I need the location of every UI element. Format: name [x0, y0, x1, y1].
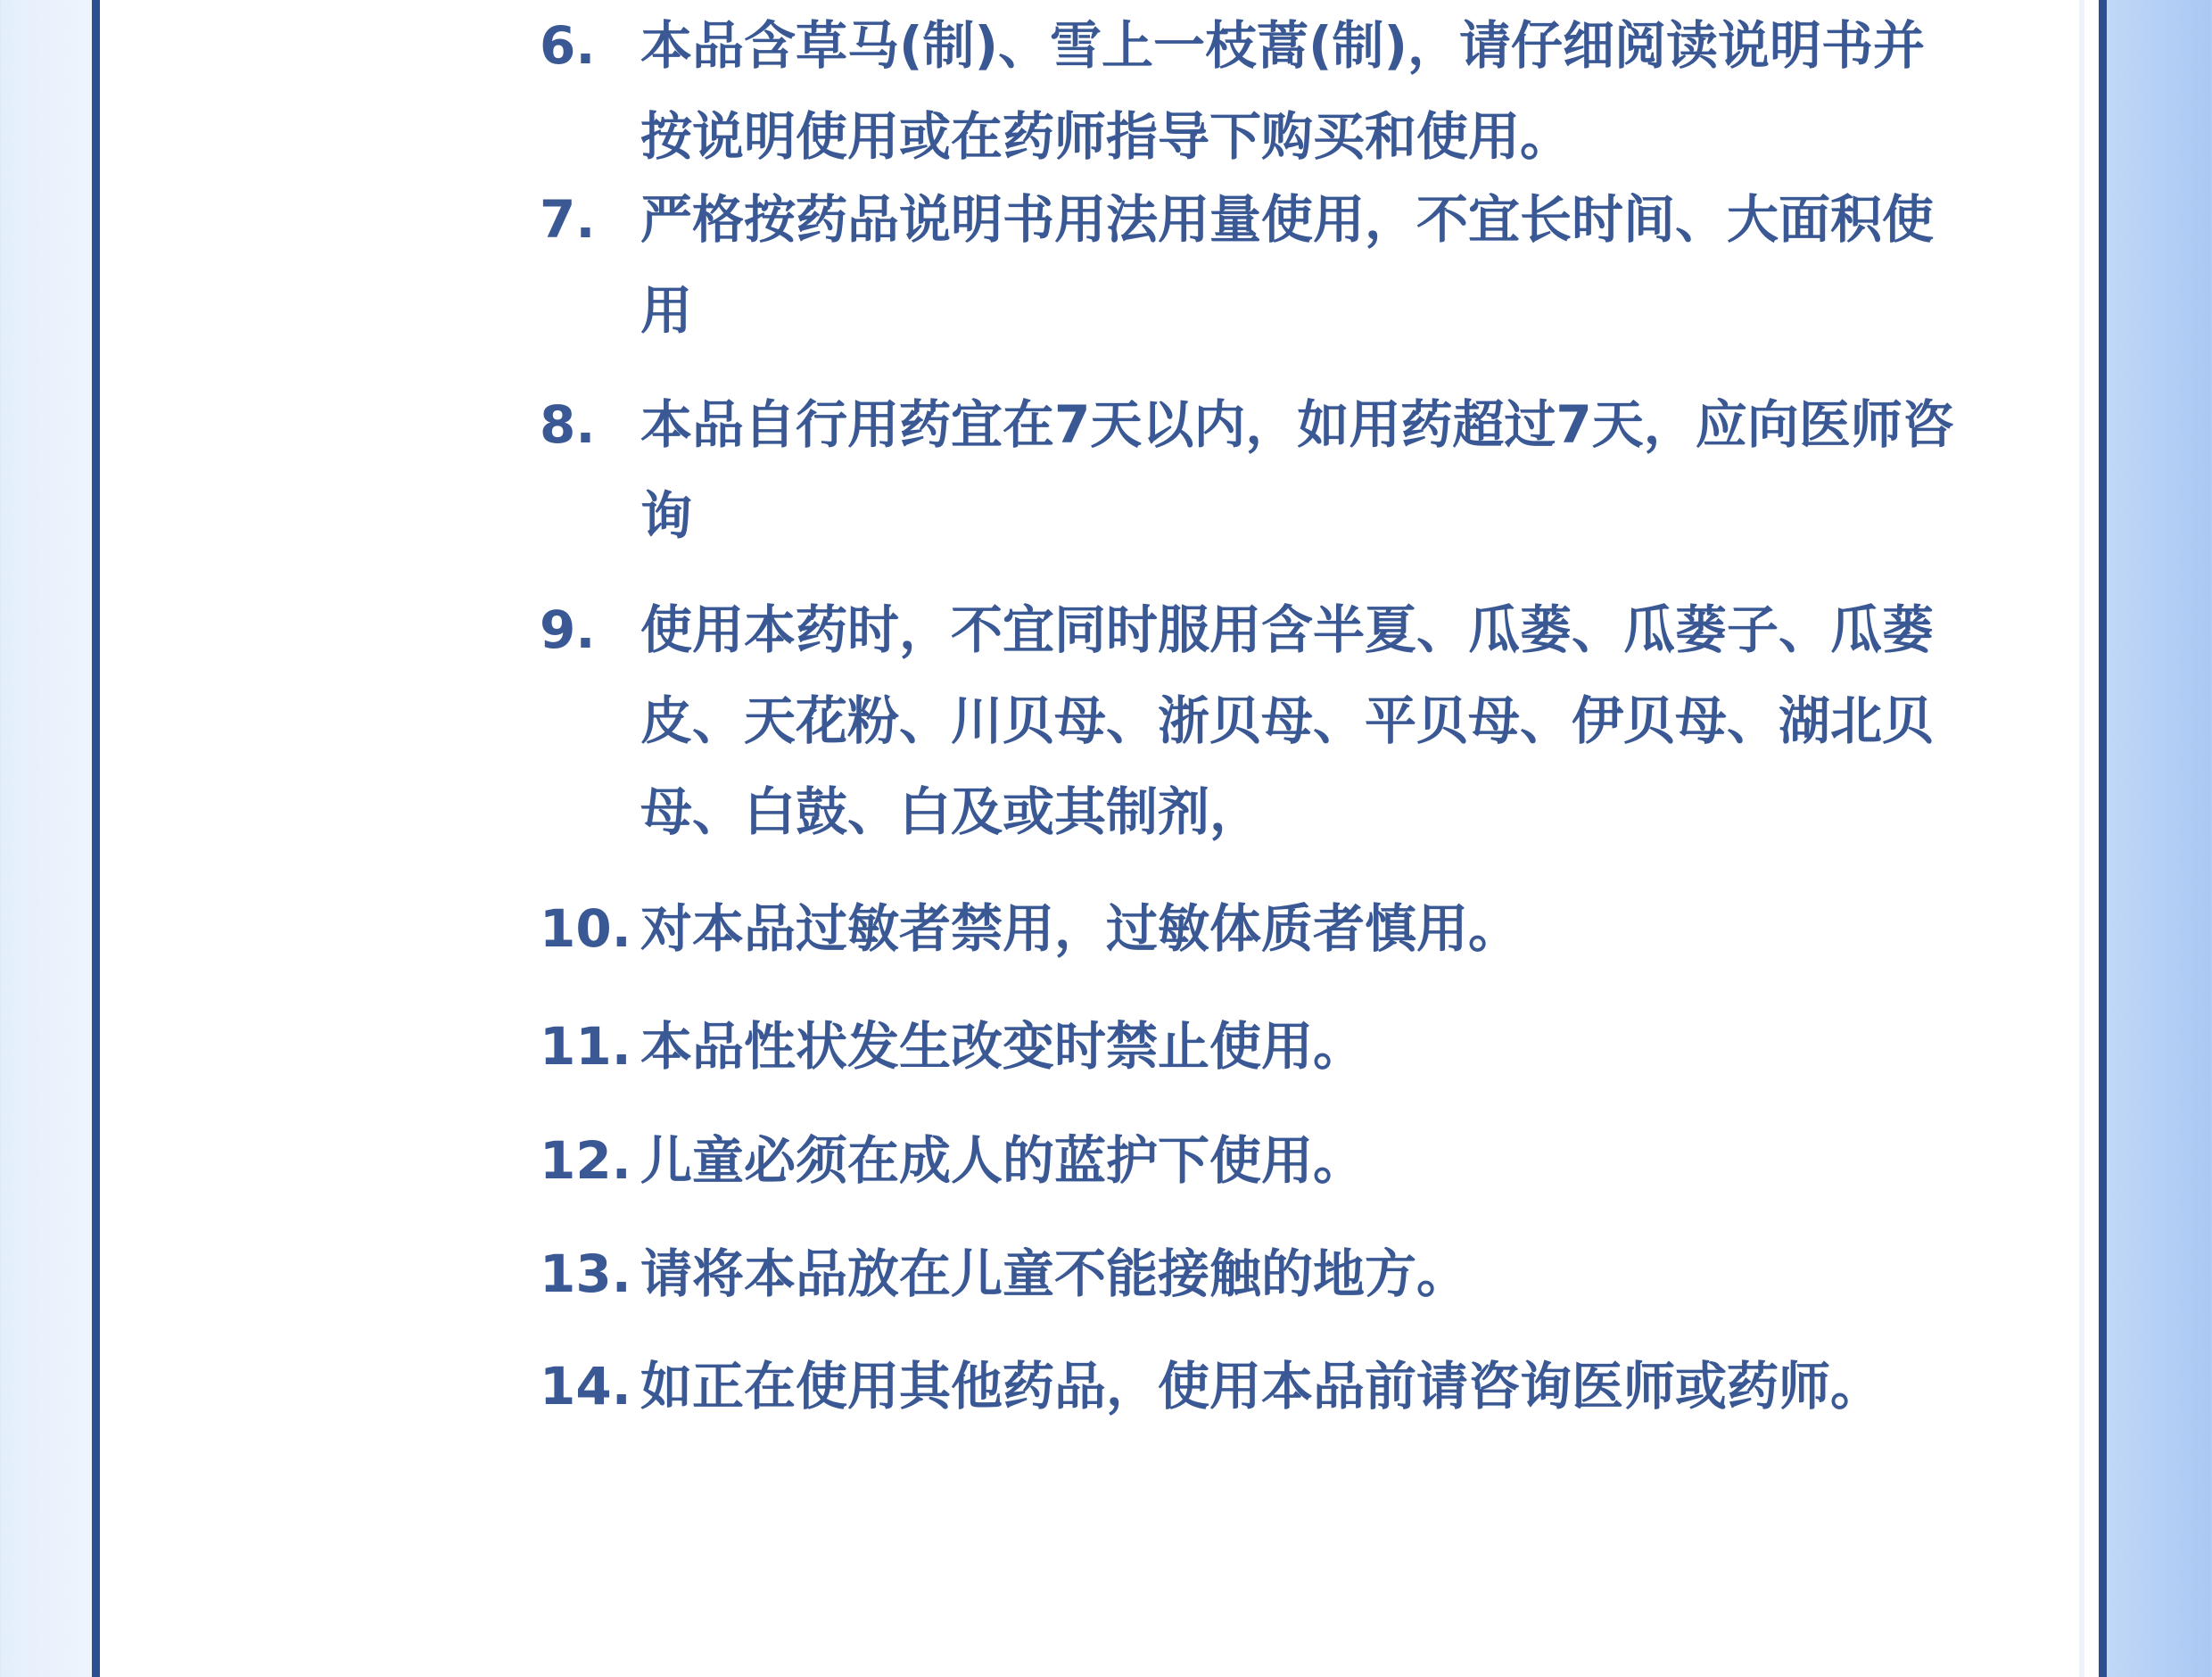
- item-number: 6.: [540, 15, 596, 76]
- item-text: [640, 1001, 2050, 1092]
- item-number: 7.: [540, 189, 596, 250]
- item-text-line: 请将本品放在儿童不能接触的地方。: [640, 1243, 1469, 1304]
- item-text-line: 如正在使用其他药品，使用本品前请咨询医师或药师。: [640, 1356, 1883, 1417]
- item-text: [640, 584, 2050, 857]
- item-text-line: 按说明使用或在药师指导下购买和使用。: [640, 106, 1572, 167]
- item-text-line: 母、白鼓、白及或其制剂，: [640, 781, 1262, 842]
- item-text-line: 使用本药时，不宜同时服用含半夏、瓜蒌、瓜蒌子、瓜蒌: [640, 599, 1935, 660]
- item-text-line: 本品自行用药宜在7天以内，如用药超过7天，应向医师咨: [640, 394, 1954, 455]
- item-number: 12.: [540, 1130, 631, 1191]
- item-text: [640, 1228, 2050, 1319]
- item-text-line: 对本品过敏者禁用，过敏体质者慎用。: [640, 898, 1521, 959]
- item-number: 9.: [540, 599, 596, 660]
- item-text: [640, 0, 2050, 182]
- item-text-line: 本品性状发生改变时禁止使用。: [640, 1016, 1366, 1077]
- item-number: 11.: [540, 1016, 631, 1077]
- item-number: 10.: [540, 898, 631, 959]
- item-text-line: 用: [640, 280, 693, 341]
- item-text-line: 本品含草马(制)、雪上一枝蒿(制)，请仔细阅读说明书并: [640, 15, 1926, 76]
- item-text: [640, 883, 2050, 974]
- item-number: 13.: [540, 1243, 631, 1304]
- item-text: [640, 1341, 2050, 1432]
- item-text-line: 询: [640, 485, 693, 546]
- item-number: 14.: [540, 1356, 631, 1417]
- item-text-line: 儿童必须在成人的蓝护下使用。: [640, 1130, 1366, 1191]
- item-text: [640, 379, 2050, 561]
- item-text-line: 严格按药品说明书用法用量使用，不宜长时间、大面积使: [640, 189, 1935, 250]
- item-text: [640, 174, 2050, 356]
- item-number: 8.: [540, 394, 596, 455]
- item-text-line: 皮、天花粉、川贝母、浙贝母、平贝母、伊贝母、湖北贝: [640, 690, 1935, 751]
- item-text: [640, 1115, 2050, 1206]
